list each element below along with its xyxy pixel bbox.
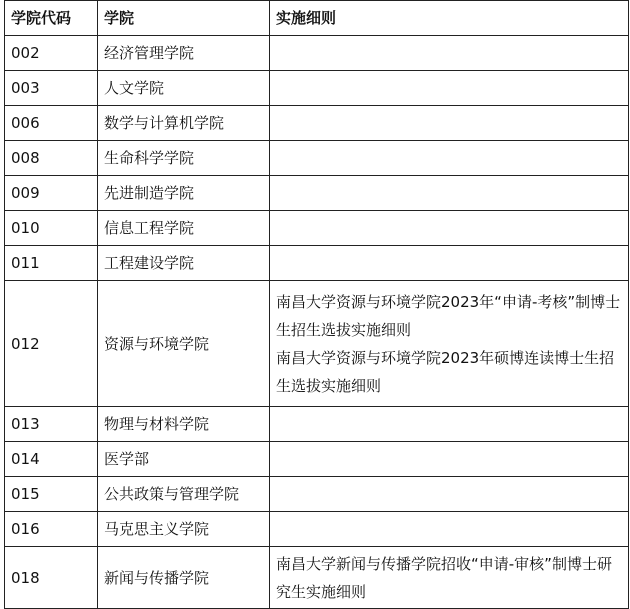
rules-cell: [270, 246, 629, 281]
rule-link[interactable]: 南昌大学资源与环境学院2023年硕博连读博士生招生选拔实施细则: [276, 348, 615, 395]
rules-cell: [270, 407, 629, 442]
rules-cell: [270, 176, 629, 211]
rule-link[interactable]: 南昌大学新闻与传播学院招收“申请-审核”制博士研究生实施细则: [276, 554, 612, 601]
rules-cell: [270, 477, 629, 512]
table-row: [5, 176, 629, 211]
college-code-cell: 002: [5, 36, 98, 71]
table-row: [5, 512, 629, 547]
rule-link[interactable]: 南昌大学资源与环境学院2023年“申请-考核”制博士生招生选拔实施细则: [276, 292, 621, 339]
college-code-cell: 011: [5, 246, 98, 281]
college-name-cell: 数学与计算机学院: [98, 106, 270, 141]
college-name-cell: 物理与材料学院: [98, 407, 270, 442]
college-name-cell: 资源与环境学院: [98, 281, 270, 407]
college-name-cell: 人文学院: [98, 71, 270, 106]
college-name-cell: 马克思主义学院: [98, 512, 270, 547]
rules-cell: [270, 36, 629, 71]
college-code-cell: 006: [5, 106, 98, 141]
table-row: [5, 141, 629, 176]
table-header-row: [5, 1, 629, 36]
header-college: 学院: [98, 1, 270, 36]
college-name-cell: 工程建设学院: [98, 246, 270, 281]
college-name-cell: 公共政策与管理学院: [98, 477, 270, 512]
table-row: [5, 211, 629, 246]
table-row: [5, 442, 629, 477]
college-name-cell: 经济管理学院: [98, 36, 270, 71]
rules-cell: [270, 211, 629, 246]
rules-cell: [270, 71, 629, 106]
header-college-code: 学院代码: [5, 1, 98, 36]
college-code-cell: 012: [5, 281, 98, 407]
college-name-cell: 新闻与传播学院: [98, 547, 270, 609]
table-row: [5, 407, 629, 442]
table-row: [5, 547, 629, 609]
table-row: [5, 477, 629, 512]
college-code-cell: 010: [5, 211, 98, 246]
college-name-cell: 信息工程学院: [98, 211, 270, 246]
rules-cell: [270, 281, 629, 407]
rules-cell: [270, 106, 629, 141]
table-row: [5, 246, 629, 281]
college-code-cell: 015: [5, 477, 98, 512]
college-code-cell: 009: [5, 176, 98, 211]
table-row: [5, 281, 629, 407]
college-code-cell: 008: [5, 141, 98, 176]
college-code-cell: 003: [5, 71, 98, 106]
header-rules: 实施细则: [270, 1, 629, 36]
rules-cell: [270, 141, 629, 176]
college-code-cell: 013: [5, 407, 98, 442]
college-name-cell: 医学部: [98, 442, 270, 477]
college-rules-table: [4, 0, 629, 609]
college-code-cell: 018: [5, 547, 98, 609]
table-row: [5, 106, 629, 141]
college-name-cell: 先进制造学院: [98, 176, 270, 211]
rules-cell: [270, 512, 629, 547]
rules-cell: [270, 442, 629, 477]
college-name-cell: 生命科学学院: [98, 141, 270, 176]
college-code-cell: 014: [5, 442, 98, 477]
college-code-cell: 016: [5, 512, 98, 547]
table-row: [5, 36, 629, 71]
table-row: [5, 71, 629, 106]
rules-cell: [270, 547, 629, 609]
table-body: [5, 36, 629, 609]
